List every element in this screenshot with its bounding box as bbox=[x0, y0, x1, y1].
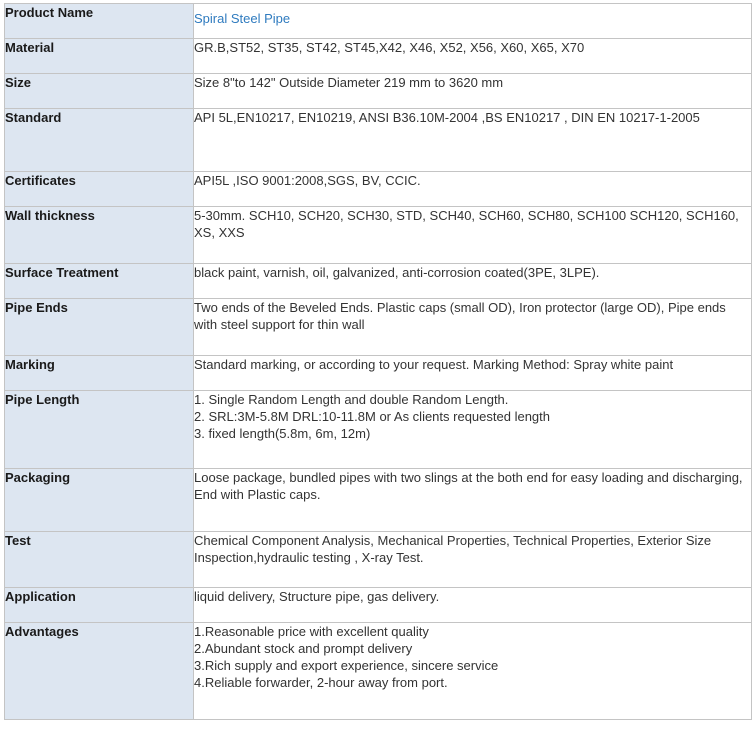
value-line: 5-30mm. SCH10, SCH20, SCH30, STD, SCH40, SCH60, SCH80, SCH100 SCH120, SCH160, XS, XXS bbox=[194, 208, 739, 240]
row-value bbox=[194, 391, 752, 469]
row-value bbox=[194, 74, 752, 109]
row-value bbox=[194, 299, 752, 356]
row-value bbox=[194, 4, 752, 39]
table-row-material bbox=[5, 39, 752, 74]
row-label: Standard bbox=[5, 109, 194, 172]
value-line: GR.B,ST52, ST35, ST42, ST45,X42, X46, X52, X56, X60, X65, X70 bbox=[194, 40, 585, 55]
row-value bbox=[194, 532, 752, 588]
row-label: Material bbox=[5, 39, 194, 74]
row-label: Pipe Length bbox=[5, 391, 194, 469]
value-line: 2. SRL:3M-5.8M DRL:10-11.8M or As clients requested length bbox=[194, 409, 550, 424]
table-row-product-name bbox=[5, 4, 752, 39]
row-value bbox=[194, 469, 752, 532]
row-label: Marking bbox=[5, 356, 194, 391]
value-line: 3.Rich supply and export experience, sincere service bbox=[194, 658, 499, 673]
table-row-marking bbox=[5, 356, 752, 391]
table-row-certificates bbox=[5, 172, 752, 207]
row-label: Test bbox=[5, 532, 194, 588]
table-row-surface-treatment bbox=[5, 264, 752, 299]
value-line: Size 8"to 142" Outside Diameter 219 mm to 3620 mm bbox=[194, 75, 504, 90]
row-label: Surface Treatment bbox=[5, 264, 194, 299]
row-label: Application bbox=[5, 588, 194, 623]
row-value bbox=[194, 207, 752, 264]
value-line: 2.Abundant stock and prompt delivery bbox=[194, 641, 413, 656]
value-line: API 5L,EN10217, EN10219, ANSI B36.10M-2004 ,BS EN10217 , DIN EN 10217-1-2005 bbox=[194, 110, 700, 125]
value-line: 4.Reliable forwarder, 2-hour away from port. bbox=[194, 675, 448, 690]
table-row-application bbox=[5, 588, 752, 623]
table-row-test bbox=[5, 532, 752, 588]
value-line: Spiral Steel Pipe bbox=[194, 11, 291, 26]
row-label: Product Name bbox=[5, 4, 194, 39]
value-line: 1. Single Random Length and double Random Length. bbox=[194, 392, 509, 407]
row-label: Certificates bbox=[5, 172, 194, 207]
product-spec-table bbox=[4, 3, 752, 720]
table-row-standard bbox=[5, 109, 752, 172]
value-line: black paint, varnish, oil, galvanized, anti-corrosion coated(3PE, 3LPE). bbox=[194, 265, 600, 280]
value-line: Two ends of the Beveled Ends. Plastic caps (small OD), Iron protector (large OD), Pipe ends with steel support for thin wall bbox=[194, 300, 726, 332]
row-value bbox=[194, 623, 752, 720]
row-label: Pipe Ends bbox=[5, 299, 194, 356]
value-line: Standard marking, or according to your request. Marking Method: Spray white paint bbox=[194, 357, 674, 372]
row-value bbox=[194, 39, 752, 74]
value-line: 1.Reasonable price with excellent quality bbox=[194, 624, 429, 639]
value-line: liquid delivery, Structure pipe, gas delivery. bbox=[194, 589, 440, 604]
table-row-packaging bbox=[5, 469, 752, 532]
row-value bbox=[194, 109, 752, 172]
value-line: Loose package, bundled pipes with two slings at the both end for easy loading and discharging, End with Plastic caps. bbox=[194, 470, 743, 502]
row-label: Size bbox=[5, 74, 194, 109]
value-line: 3. fixed length(5.8m, 6m, 12m) bbox=[194, 426, 371, 441]
row-value bbox=[194, 264, 752, 299]
row-label: Packaging bbox=[5, 469, 194, 532]
table-row-size bbox=[5, 74, 752, 109]
row-label: Advantages bbox=[5, 623, 194, 720]
table-row-wall-thickness bbox=[5, 207, 752, 264]
value-line: API5L ,ISO 9001:2008,SGS, BV, CCIC. bbox=[194, 173, 421, 188]
table-row-pipe-length bbox=[5, 391, 752, 469]
row-value bbox=[194, 356, 752, 391]
table-row-pipe-ends bbox=[5, 299, 752, 356]
row-label: Wall thickness bbox=[5, 207, 194, 264]
row-value bbox=[194, 588, 752, 623]
row-value bbox=[194, 172, 752, 207]
value-line: Chemical Component Analysis, Mechanical Properties, Technical Properties, Exterior Size Inspection,hydraulic testing , X-ray Test. bbox=[194, 533, 712, 565]
table-row-advantages bbox=[5, 623, 752, 720]
